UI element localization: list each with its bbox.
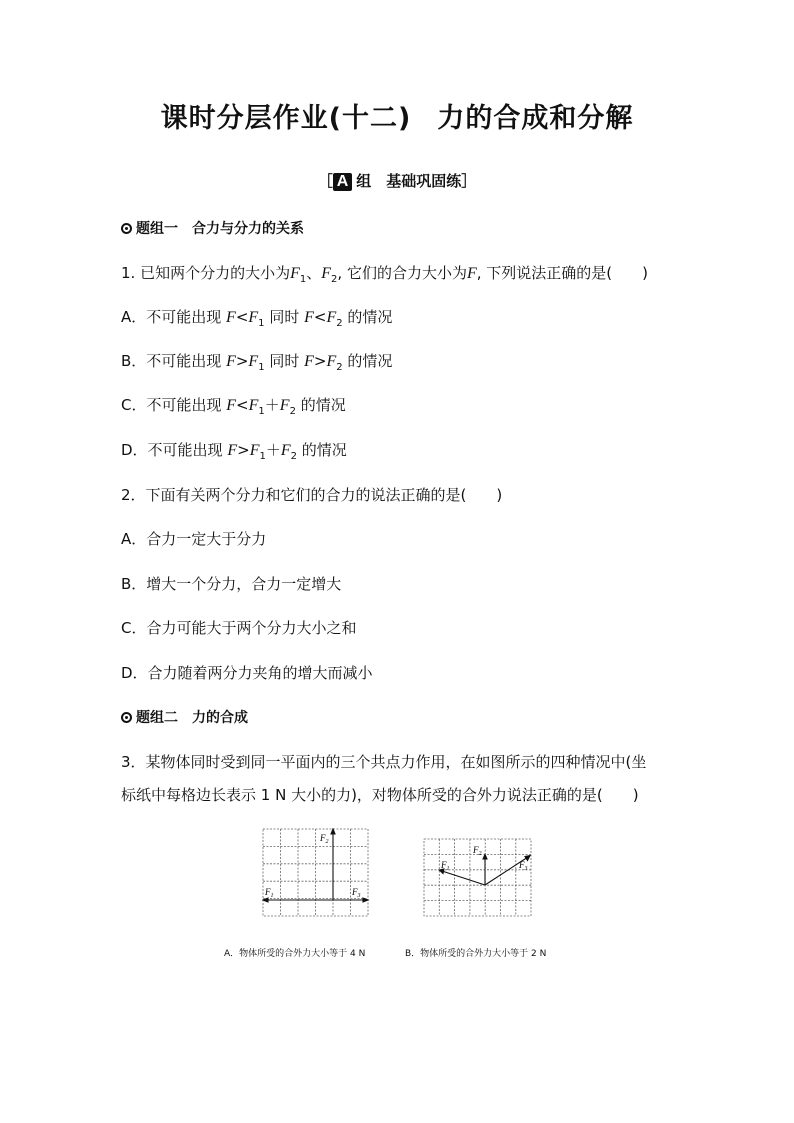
op: < — [235, 308, 249, 326]
group-a-heading — [0, 170, 794, 191]
q2-option-b: B．增大一个分力，合力一定增大 — [121, 575, 342, 593]
tail: 的情况 — [295, 396, 346, 414]
q1-option-b — [121, 350, 392, 373]
option-text: C．不可能出现 — [121, 396, 227, 414]
sub: 1 — [259, 451, 266, 462]
fig-b-f1-label: $F_1$ — [441, 860, 450, 872]
op: < — [313, 308, 327, 326]
sub: 2 — [289, 406, 296, 417]
caption-b: B．物体所受的合外力大小等于 2 N — [405, 949, 547, 959]
tail: 的情况 — [297, 441, 347, 459]
fig-a-f2-label: $F_2$ — [320, 833, 329, 845]
var: F — [280, 442, 291, 459]
q1-f: F — [466, 265, 477, 282]
q2-option-c: C．合力可能大于两个分力大小之和 — [121, 619, 357, 637]
q1-option-c — [121, 394, 346, 417]
var: F — [226, 353, 236, 370]
q1-f1-sub: 1 — [299, 274, 307, 285]
q1-suffix: , 下列说法正确的是( ) — [476, 264, 648, 282]
var: F — [304, 309, 314, 326]
section2-heading — [121, 707, 248, 727]
op: < — [236, 396, 249, 414]
plus: ＋ — [264, 396, 280, 414]
page-title — [0, 96, 794, 135]
bullet-icon — [121, 712, 132, 723]
q2-option-a: A．合力一定大于分力 — [121, 530, 267, 548]
var: F — [279, 397, 290, 414]
sub: 1 — [258, 362, 265, 373]
var: F — [248, 397, 259, 414]
join: 同时 — [264, 352, 305, 370]
var: F — [326, 353, 337, 370]
sub: 2 — [336, 362, 343, 373]
var: F — [227, 442, 238, 459]
section1-label: 题组一 合力与分力的关系 — [136, 221, 304, 237]
var: F — [326, 309, 337, 326]
var: F — [249, 442, 260, 459]
q3-line2: 标纸中每格边长表示 1 N 大小的力)，对物体所受的合外力说法正确的是( ) — [121, 786, 639, 804]
q1-prefix: 1. 已知两个分力的大小为 — [121, 264, 291, 282]
q1-sep: 、 — [306, 264, 322, 282]
q1-option-d — [121, 439, 347, 462]
q1-f1: F — [290, 265, 300, 282]
fig-b-f3-label: $F_3$ — [519, 860, 528, 872]
q3-line1: 3．某物体同时受到同一平面内的三个共点力作用，在如图所示的四种情况中(坐 — [121, 753, 647, 771]
q1-mid: , 它们的合力大小为 — [337, 264, 467, 282]
option-text: A．不可能出现 — [121, 308, 227, 326]
fig-a-f3-label: $F_3$ — [352, 887, 361, 899]
op: > — [235, 352, 249, 370]
q1-f2: F — [321, 265, 332, 282]
tail: 的情况 — [342, 352, 393, 370]
plus: ＋ — [265, 441, 281, 459]
q2-option-d: D．合力随着两分力夹角的增大而减小 — [121, 664, 373, 682]
var: F — [226, 309, 236, 326]
var: F — [304, 353, 314, 370]
sub: 2 — [290, 451, 298, 462]
q1-f2-sub: 2 — [331, 274, 338, 285]
bracket-right: ］ — [461, 172, 477, 190]
bracket-left: ［ — [317, 172, 333, 190]
fig-b-f2-label: $F_2$ — [473, 845, 482, 857]
fig-a-f1-label: $F_1$ — [265, 887, 274, 899]
figure-b — [423, 838, 533, 918]
title-part1: 课时分层作业(十二) — [160, 103, 412, 134]
op: > — [237, 441, 250, 459]
join: 同时 — [264, 308, 305, 326]
sub: 2 — [336, 318, 343, 329]
caption-a: A．物体所受的合外力大小等于 4 N — [224, 949, 366, 959]
q1-option-a — [121, 306, 392, 329]
var: F — [226, 397, 237, 414]
option-text: B．不可能出现 — [121, 352, 227, 370]
force-f1-arrow — [442, 871, 485, 885]
option-text: D．不可能出现 — [121, 441, 228, 459]
tail: 的情况 — [342, 308, 393, 326]
sub: 1 — [258, 318, 265, 329]
group-a-badge: A — [333, 173, 353, 191]
section1-heading — [121, 218, 304, 238]
op: > — [313, 352, 327, 370]
grid — [263, 829, 368, 916]
section2-label: 题组二 力的合成 — [136, 710, 248, 726]
bullet-icon — [121, 223, 132, 234]
q1-stem — [121, 262, 648, 285]
var: F — [248, 309, 259, 326]
figure-a — [262, 828, 370, 918]
var: F — [248, 353, 259, 370]
title-part2: 力的合成和分解 — [437, 103, 634, 134]
sub: 1 — [258, 406, 265, 417]
q2-stem: 2．下面有关两个分力和它们的合力的说法正确的是( ) — [121, 486, 503, 504]
group-a-label: 组 基础巩固练 — [356, 172, 462, 190]
